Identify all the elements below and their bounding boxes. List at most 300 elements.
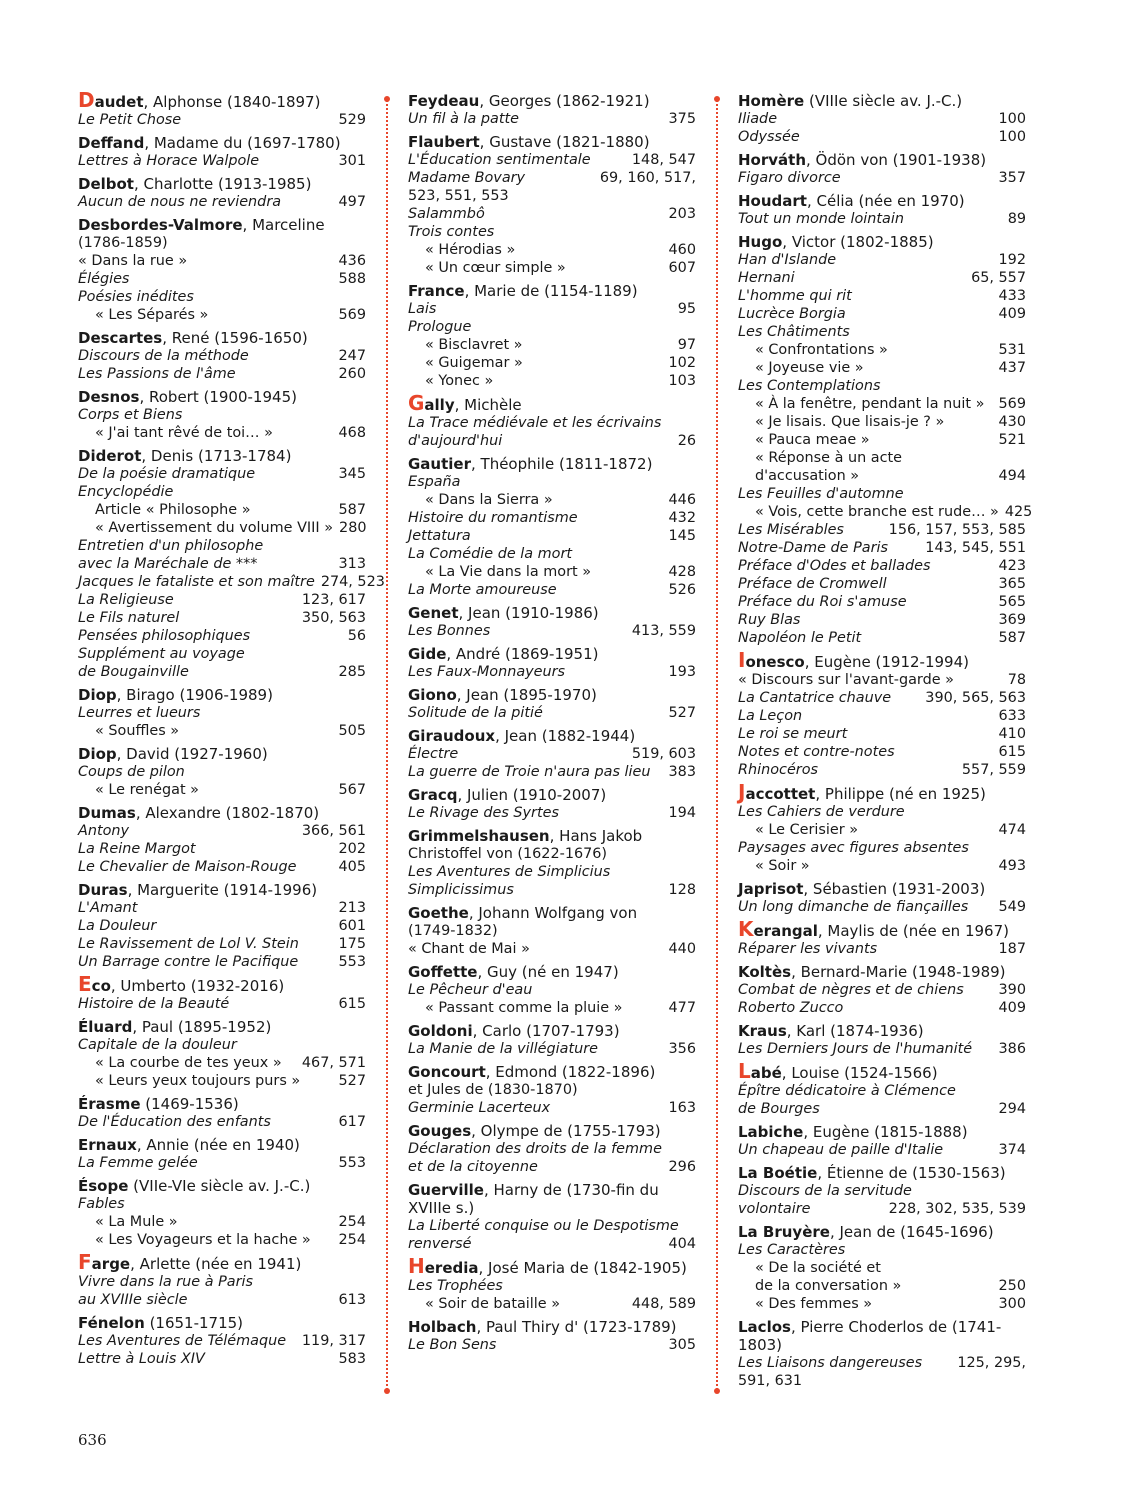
author-details: , Hans Jakob: [549, 827, 643, 845]
author-details: , Edmond (1822-1896): [485, 1063, 656, 1081]
author-details: , Michèle: [454, 396, 522, 414]
index-line: [408, 1336, 696, 1354]
index-line: [78, 935, 366, 953]
index-line: [78, 1291, 366, 1309]
author-surname: Gouges: [408, 1122, 472, 1140]
work-title: « Soir »: [755, 858, 810, 874]
work-title: Notes et contre-notes: [738, 744, 895, 760]
index-line: [78, 1332, 366, 1350]
index-entry: [78, 1314, 366, 1368]
page-refs: [360, 763, 366, 781]
index-line: [738, 128, 1026, 146]
author-name: [408, 282, 696, 300]
page-refs: 553: [338, 954, 366, 970]
page-refs: 301: [338, 153, 366, 169]
page-refs: 437: [998, 360, 1026, 376]
author-details: , José Maria de (1842-1905): [478, 1259, 687, 1277]
index-line: [408, 187, 696, 205]
index-entry: [738, 963, 1026, 1017]
index-entry: [78, 804, 366, 876]
work-title: Article « Philosophe »: [95, 502, 251, 518]
page-refs: 436: [338, 253, 366, 269]
index-entry: [408, 92, 696, 128]
author-name: [78, 686, 366, 704]
page-refs: 100: [998, 111, 1026, 127]
author-surname: accottet: [745, 785, 816, 803]
work-title: Hernani: [738, 270, 795, 286]
index-line: [408, 981, 696, 999]
page-refs: 613: [338, 1292, 366, 1308]
index-line: [78, 1036, 366, 1054]
page-refs: 607: [668, 260, 696, 276]
index-line: [408, 509, 696, 527]
index-line: [738, 557, 1026, 575]
work-title: De la poésie dramatique: [78, 466, 256, 482]
index-entry: [78, 1018, 366, 1090]
index-line: [78, 858, 366, 876]
page-refs: [360, 1195, 366, 1213]
index-entry: [738, 233, 1033, 647]
index-column-3: [738, 92, 1033, 1395]
index-entry: [738, 1318, 1026, 1390]
page-refs: 404: [668, 1236, 696, 1252]
index-line: [78, 573, 385, 591]
index-entry: [738, 1223, 1026, 1313]
index-entry: [738, 648, 1026, 779]
index-entry: [408, 391, 696, 450]
author-details: , Sébastien (1931-2003): [803, 880, 986, 898]
index-entry: [78, 1177, 366, 1249]
author-surname: Genet: [408, 604, 459, 622]
index-entry: [738, 1123, 1026, 1159]
index-line: [738, 169, 1026, 187]
index-line: [78, 899, 366, 917]
author-name: [738, 1318, 1026, 1354]
page-refs: 531: [998, 342, 1026, 358]
page-refs: [690, 1277, 696, 1295]
page-refs: 467, 571: [301, 1055, 366, 1071]
work-title: Leurres et lueurs: [78, 705, 201, 721]
letter-initial: F: [78, 1250, 92, 1274]
index-line: [408, 414, 696, 432]
work-title: La Reine Margot: [78, 841, 196, 857]
work-title: Roberto Zucco: [738, 1000, 844, 1016]
work-title: Le Fils naturel: [78, 610, 180, 626]
index-line: [408, 863, 696, 881]
page-refs: 569: [338, 307, 366, 323]
author-surname: Gracq: [408, 786, 458, 804]
author-name: [78, 88, 366, 112]
page-refs: 553: [338, 1155, 366, 1171]
work-title: « De la société et: [755, 1260, 881, 1276]
page-refs: 119, 317: [301, 1333, 366, 1349]
author-name: [738, 880, 1026, 898]
work-title: Odyssée: [738, 129, 800, 145]
index-line: [408, 804, 696, 822]
page-refs: 345: [338, 466, 366, 482]
work-title: Les Châtiments: [738, 324, 850, 340]
page-refs: 601: [338, 918, 366, 934]
index-line: [408, 336, 696, 354]
page-refs: 145: [668, 528, 696, 544]
page-refs: [1020, 839, 1026, 857]
index-line: [78, 1350, 366, 1368]
page-refs: [1020, 1259, 1026, 1277]
work-title: La Manie de la villégiature: [408, 1041, 598, 1057]
author-details: , Johann Wolfgang von: [468, 904, 638, 922]
index-line: [408, 1217, 696, 1235]
index-column-2: [408, 92, 696, 1359]
author-details: , Théophile (1811-1872): [471, 455, 653, 473]
index-line: [738, 839, 1026, 857]
work-title: Réparer les vivants: [738, 941, 878, 957]
author-surname: ally: [424, 396, 455, 414]
author-name: [738, 1123, 1026, 1141]
author-surname: Fénelon: [78, 1314, 145, 1332]
index-line: [78, 519, 366, 537]
work-title: Le roi se meurt: [738, 726, 848, 742]
index-entry: [408, 963, 696, 1017]
author-surname: Diop: [78, 686, 117, 704]
author-details: , Étienne de (1530-1563): [817, 1164, 1006, 1182]
author-surname: Giraudoux: [408, 727, 496, 745]
page-refs: 587: [338, 502, 366, 518]
work-title: Jettatura: [408, 528, 471, 544]
page-refs: 410: [998, 726, 1026, 742]
page-refs: 95: [677, 301, 696, 317]
index-line: [738, 981, 1026, 999]
page-refs: 192: [998, 252, 1026, 268]
author-name: [78, 881, 366, 899]
page-refs: 615: [338, 996, 366, 1012]
index-line: [78, 306, 366, 324]
index-line: [738, 1241, 1026, 1259]
work-title: « La courbe de tes yeux »: [95, 1055, 282, 1071]
page-refs: [360, 537, 366, 555]
index-line: [408, 940, 696, 958]
author-name: [738, 780, 1026, 804]
index-entry: [738, 880, 1026, 916]
work-title: La Trace médiévale et les écrivains: [408, 415, 662, 431]
work-title: Préface d'Odes et ballades: [738, 558, 931, 574]
index-line: [78, 627, 366, 645]
author-name: [738, 963, 1026, 981]
author-details: , André (1869-1951): [446, 645, 599, 663]
author-name: [78, 1314, 366, 1332]
author-details: , Célia (née en 1970): [806, 192, 965, 210]
author-surname: Gautier: [408, 455, 471, 473]
author-details: , Olympe de (1755-1793): [471, 1122, 661, 1140]
page-refs: [690, 1217, 696, 1235]
page-refs: 254: [338, 1232, 366, 1248]
work-title: Lettres à Horace Walpole: [78, 153, 260, 169]
index-entry: [78, 388, 366, 442]
author-surname: Érasme: [78, 1095, 141, 1113]
page-refs: 505: [338, 723, 366, 739]
index-line: [78, 1154, 366, 1172]
index-line: [408, 845, 696, 863]
author-details: , Marguerite (1914-1996): [127, 881, 318, 899]
index-line: [78, 1054, 366, 1072]
author-surname: Laclos: [738, 1318, 791, 1336]
author-surname: Guerville: [408, 1181, 484, 1199]
author-details: , Jean (1882-1944): [495, 727, 636, 745]
page-refs: 89: [1007, 211, 1026, 227]
work-title: L'Amant: [78, 900, 138, 916]
index-line: [78, 995, 366, 1013]
index-line: [738, 413, 1026, 431]
author-name: [78, 745, 366, 763]
index-line: [738, 269, 1026, 287]
author-details: , Julien (1910-2007): [457, 786, 607, 804]
page-refs: 296: [668, 1159, 696, 1175]
author-details: , René (1596-1650): [162, 329, 308, 347]
page-refs: [690, 1140, 696, 1158]
page-refs: 369: [998, 612, 1026, 628]
author-details: , Gustave (1821-1880): [479, 133, 650, 151]
work-title: Poésies inédites: [78, 289, 194, 305]
author-surname: Koltès: [738, 963, 792, 981]
index-line: [408, 1158, 696, 1176]
index-line: [738, 761, 1026, 779]
author-surname: Flaubert: [408, 133, 480, 151]
work-title: (1786-1859): [78, 235, 168, 251]
work-title: renversé: [408, 1236, 472, 1252]
author-surname: Goffette: [408, 963, 478, 981]
index-line: [738, 521, 1026, 539]
author-name: [408, 455, 696, 473]
author-surname: Goethe: [408, 904, 469, 922]
author-name: [78, 329, 366, 347]
work-title: d'aujourd'hui: [408, 433, 503, 449]
author-name: [78, 1177, 366, 1195]
author-surname: Japrisot: [738, 880, 804, 898]
work-title: « Réponse à un acte: [755, 450, 903, 466]
work-title: Lais: [408, 301, 437, 317]
author-details: , Paul (1895-1952): [132, 1018, 272, 1036]
index-line: [408, 151, 696, 169]
author-name: [408, 92, 696, 110]
page-refs: 423: [998, 558, 1026, 574]
index-line: [408, 372, 696, 390]
author-details: , Marie de (1154-1189): [464, 282, 638, 300]
work-title: « Passant comme la pluie »: [425, 1000, 623, 1016]
author-name: [78, 216, 366, 234]
work-title: Salammbô: [408, 206, 485, 222]
page-refs: [1020, 323, 1026, 341]
work-title: La Femme gelée: [78, 1155, 198, 1171]
work-title: Les Derniers Jours de l'humanité: [738, 1041, 973, 1057]
work-title: Prologue: [408, 319, 472, 335]
page-refs: 102: [668, 355, 696, 371]
page-refs: 383: [668, 764, 696, 780]
index-entry: [408, 686, 696, 722]
index-line: [78, 288, 366, 306]
page-refs: 78: [1007, 672, 1026, 688]
author-name: [78, 1136, 366, 1154]
work-title: Combat de nègres et de chiens: [738, 982, 964, 998]
author-details: , Marceline: [242, 216, 325, 234]
work-title: Le Petit Chose: [78, 112, 182, 128]
page-refs: 65, 557: [971, 270, 1026, 286]
page-refs: 521: [998, 432, 1026, 448]
index-entry: [408, 786, 696, 822]
page-refs: 123, 617: [301, 592, 366, 608]
work-title: Les Cahiers de verdure: [738, 804, 905, 820]
index-line: [738, 1100, 1026, 1118]
work-title: et Jules de (1830-1870): [408, 1082, 578, 1098]
index-line: [408, 1140, 696, 1158]
work-title: « Bisclavret »: [425, 337, 523, 353]
work-title: Discours de la servitude: [738, 1183, 912, 1199]
work-title: Capitale de la douleur: [78, 1037, 237, 1053]
index-line: [408, 527, 696, 545]
page-refs: 405: [338, 859, 366, 875]
index-line: [78, 1113, 366, 1131]
index-line: [78, 1273, 366, 1291]
work-title: Les Aventures de Simplicius: [408, 864, 611, 880]
page-refs: [1020, 803, 1026, 821]
work-title: Coups de pilon: [78, 764, 185, 780]
page-refs: 228, 302, 535, 539: [888, 1201, 1026, 1217]
index-entry: [78, 1095, 366, 1131]
work-title: Le Ravissement de Lol V. Stein: [78, 936, 299, 952]
page-refs: [1020, 1241, 1026, 1259]
index-entry: [408, 1122, 696, 1176]
author-surname: Goncourt: [408, 1063, 486, 1081]
index-line: [408, 663, 696, 681]
index-line: [78, 501, 366, 519]
author-surname: Goldoni: [408, 1022, 473, 1040]
page-refs: [690, 473, 696, 491]
author-name: [78, 972, 366, 996]
index-entry: [78, 686, 366, 740]
work-title: « Le renégat »: [95, 782, 199, 798]
index-line: [738, 323, 1026, 341]
index-entry: [408, 133, 696, 277]
page-refs: 569: [998, 396, 1026, 412]
work-title: Pensées philosophiques: [78, 628, 251, 644]
author-surname: Grimmelshausen: [408, 827, 550, 845]
index-line: [78, 537, 366, 555]
author-name: [738, 192, 1026, 210]
index-entry: [738, 151, 1026, 187]
page-refs: 313: [338, 556, 366, 572]
page-refs: 203: [668, 206, 696, 222]
author-surname: Giono: [408, 686, 457, 704]
page-refs: [1020, 1182, 1026, 1200]
work-title: Élégies: [78, 271, 130, 287]
author-details: , Birago (1906-1989): [116, 686, 273, 704]
page-refs: 285: [338, 664, 366, 680]
page-refs: 366, 561: [301, 823, 366, 839]
work-title: « Dans la Sierra »: [425, 492, 553, 508]
index-entry: [408, 1181, 696, 1253]
work-title: « Confrontations »: [755, 342, 888, 358]
page-refs: [1020, 449, 1026, 467]
page-refs: 187: [998, 941, 1026, 957]
author-details: , David (1927-1960): [116, 745, 268, 763]
author-surname: Ésope: [78, 1177, 129, 1195]
author-surname: France: [408, 282, 465, 300]
author-details: , Madame du (1697-1780): [144, 134, 341, 152]
page-refs: 374: [998, 1142, 1026, 1158]
author-name: [738, 648, 1026, 672]
author-name: [738, 917, 1026, 941]
page-refs: [690, 187, 696, 205]
index-entry: [78, 1250, 366, 1309]
index-line: [78, 822, 366, 840]
author-name: [78, 1250, 366, 1274]
index-entry: [738, 917, 1026, 958]
index-line: [78, 645, 366, 663]
index-entry: [408, 282, 696, 390]
page-refs: 305: [668, 1337, 696, 1353]
work-title: 523, 551, 553: [408, 188, 509, 204]
index-line: [738, 377, 1026, 395]
work-title: « Soir de bataille »: [425, 1296, 561, 1312]
index-line: [408, 881, 696, 899]
author-name: [738, 151, 1026, 169]
page-refs: 409: [998, 306, 1026, 322]
author-name: [408, 963, 696, 981]
index-line: [78, 591, 366, 609]
work-title: La Morte amoureuse: [408, 582, 557, 598]
page-refs: 69, 160, 517,: [599, 170, 696, 186]
author-name: [738, 1022, 1026, 1040]
index-line: [78, 1231, 366, 1249]
index-entry: [738, 1022, 1026, 1058]
index-entry: [738, 1059, 1026, 1118]
index-entry: [408, 645, 696, 681]
page-refs: 519, 603: [631, 746, 696, 762]
work-title: De l'Éducation des enfants: [78, 1114, 271, 1130]
index-line: [738, 287, 1026, 305]
page-refs: 529: [338, 112, 366, 128]
page-refs: [360, 645, 366, 663]
index-line: [408, 1277, 696, 1295]
author-name: [408, 1181, 696, 1217]
page-refs: 356: [668, 1041, 696, 1057]
page-number: 636: [78, 1431, 107, 1449]
author-name: [408, 604, 696, 622]
index-line: [738, 110, 1026, 128]
work-title: La Douleur: [78, 918, 157, 934]
index-line: [408, 432, 696, 450]
work-title: « Pauca meae »: [755, 432, 870, 448]
index-line: [738, 1277, 1026, 1295]
author-details: (VIIIe siècle av. J.-C.): [804, 92, 963, 110]
index-line: [78, 763, 366, 781]
work-title: « Discours sur l'avant-garde »: [738, 672, 954, 688]
work-title: Encyclopédie: [78, 484, 174, 500]
index-entry: [78, 134, 366, 170]
index-entry: [408, 455, 696, 599]
author-surname: Gide: [408, 645, 447, 663]
work-title: « La Vie dans la mort »: [425, 564, 592, 580]
author-name: [408, 391, 696, 415]
work-title: Napoléon le Petit: [738, 630, 862, 646]
work-title: « Chant de Mai »: [408, 941, 530, 957]
index-line: [78, 917, 366, 935]
work-title: volontaire: [738, 1201, 811, 1217]
author-name: [408, 645, 696, 663]
author-surname: Feydeau: [408, 92, 480, 110]
work-title: « Vois, cette branche est rude… »: [755, 504, 999, 520]
page-refs: [690, 545, 696, 563]
page-refs: 587: [998, 630, 1026, 646]
index-line: [738, 503, 1033, 521]
